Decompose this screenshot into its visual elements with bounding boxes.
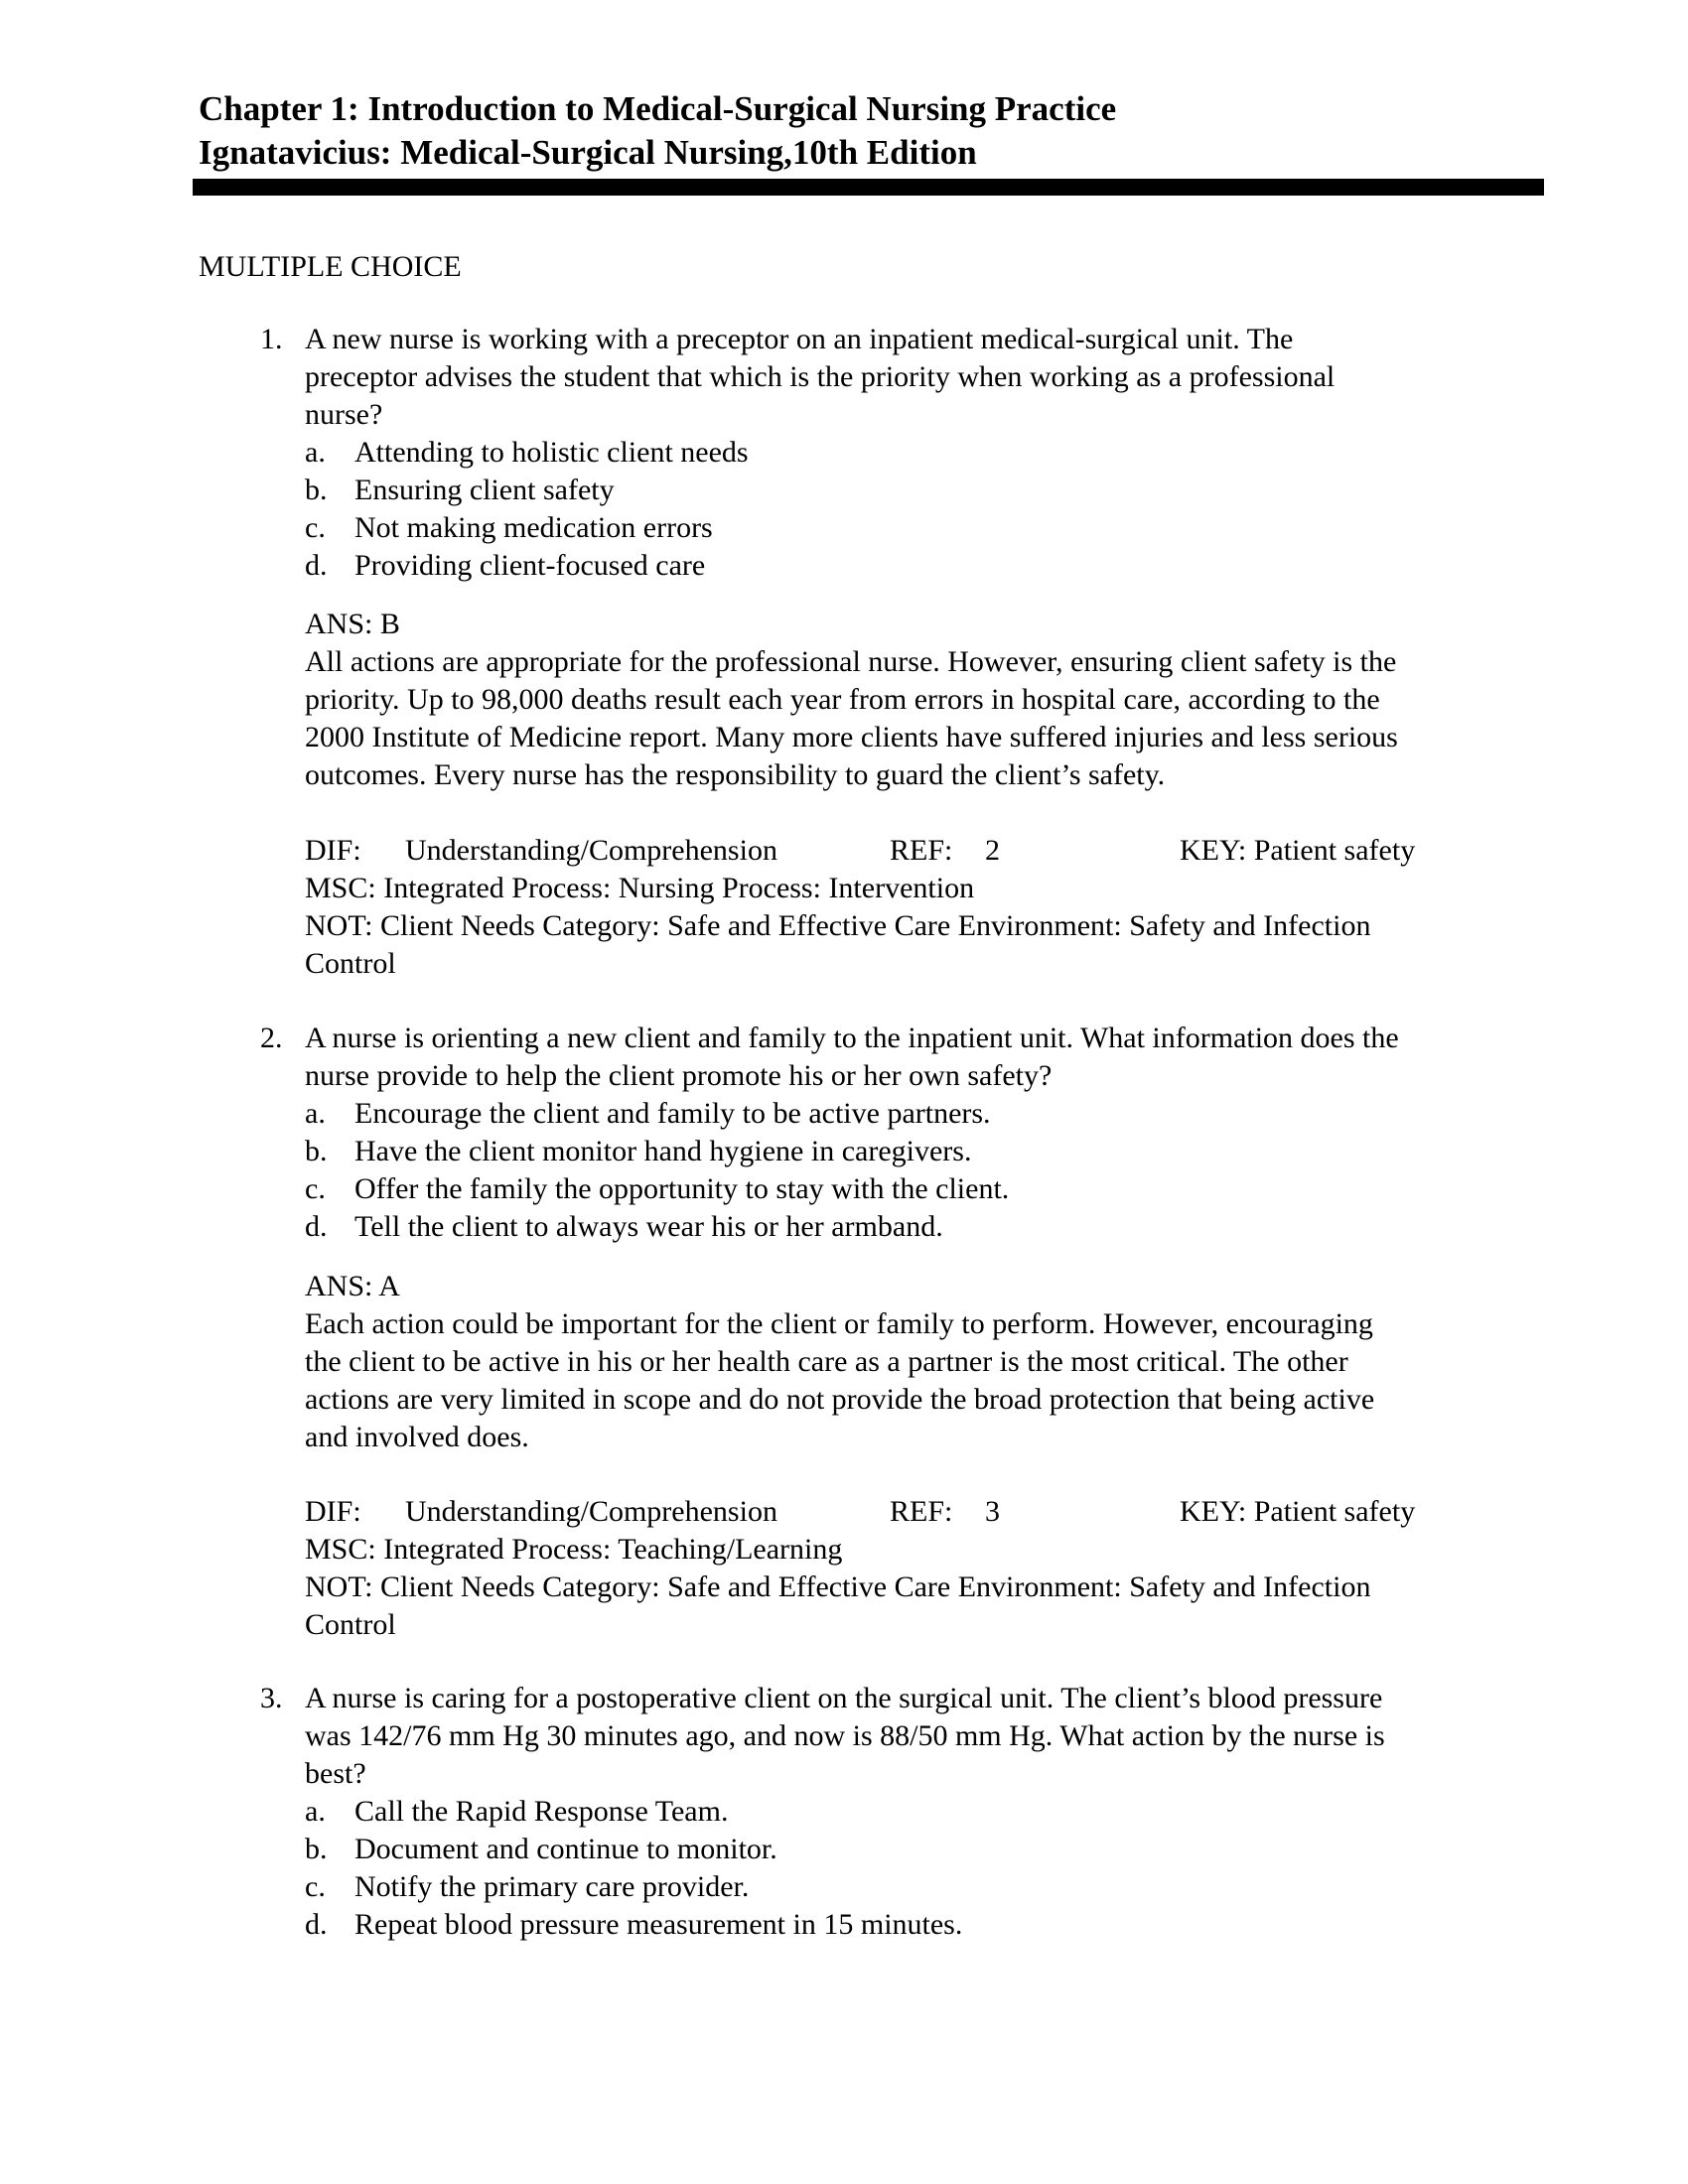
option-text: Attending to holistic client needs [354,436,749,469]
option-letter: c. [305,1870,326,1903]
header-rule [193,179,1544,196]
rationale-line: priority. Up to 98,000 deaths result each year from errors in hospital care, according to the [305,683,1380,716]
option-text: Have the client monitor hand hygiene in caregivers. [354,1135,972,1167]
option-letter: d. [305,1210,328,1243]
option-letter: a. [305,436,326,469]
question-stem-line: preceptor advises the student that which is the priority when working as a professional [305,360,1336,393]
option-text: Call the Rapid Response Team. [354,1795,729,1828]
dif-value: Understanding/Comprehension [405,834,777,867]
section-heading: MULTIPLE CHOICE [199,250,462,283]
option-text: Offer the family the opportunity to stay with the client. [354,1172,1010,1205]
option-letter: b. [305,1833,328,1865]
option-letter: d. [305,549,328,582]
chapter-title: Chapter 1: Introduction to Medical-Surgical Nursing Practice [199,89,1117,128]
not-line: Control [305,947,396,980]
book-title: Ignatavicius: Medical-Surgical Nursing,10th Edition [199,133,977,172]
question-stem-line: nurse? [305,398,383,431]
rationale-line: outcomes. Every nurse has the responsibility to guard the client’s safety. [305,758,1166,791]
rationale-line: 2000 Institute of Medicine report. Many more clients have suffered injuries and less serious [305,721,1398,753]
question-stem-line: best? [305,1757,366,1790]
rationale-line: and involved does. [305,1421,529,1453]
option-letter: b. [305,1135,328,1167]
ref-value: 3 [985,1495,1000,1528]
option-text: Ensuring client safety [354,474,615,506]
rationale-line: All actions are appropriate for the professional nurse. However, ensuring client safety is the [305,645,1397,678]
question-stem-line: nurse provide to help the client promote his or her own safety? [305,1059,1053,1092]
question-number: 3. [260,1682,283,1714]
question-number: 2. [260,1022,283,1054]
msc-line: MSC: Integrated Process: Teaching/Learning [305,1533,843,1566]
option-text: Tell the client to always wear his or her armband. [354,1210,943,1243]
rationale-line: the client to be active in his or her health care as a partner is the most critical. The other [305,1345,1348,1378]
ref-label: REF: [890,834,953,867]
option-text: Not making medication errors [354,511,713,544]
answer-key: ANS: B [305,608,400,640]
key-topic: KEY: Patient safety [1180,834,1416,867]
answer-key: ANS: A [305,1270,400,1302]
dif-label: DIF: [305,834,361,867]
option-text: Document and continue to monitor. [354,1833,777,1865]
option-text: Providing client-focused care [354,549,706,582]
not-line: Control [305,1608,396,1641]
ref-label: REF: [890,1495,953,1528]
option-letter: d. [305,1908,328,1941]
option-letter: a. [305,1795,326,1828]
not-line: NOT: Client Needs Category: Safe and Effective Care Environment: Safety and Infection [305,1570,1371,1603]
option-text: Encourage the client and family to be active partners. [354,1097,991,1130]
dif-label: DIF: [305,1495,361,1528]
question-stem-line: was 142/76 mm Hg 30 minutes ago, and now is 88/50 mm Hg. What action by the nurse is [305,1719,1385,1752]
question-stem-line: A new nurse is working with a preceptor on an inpatient medical-surgical unit. The [305,323,1294,355]
not-line: NOT: Client Needs Category: Safe and Effective Care Environment: Safety and Infection [305,909,1371,942]
key-topic: KEY: Patient safety [1180,1495,1416,1528]
msc-line: MSC: Integrated Process: Nursing Process: Intervention [305,872,975,904]
option-text: Repeat blood pressure measurement in 15 minutes. [354,1908,963,1941]
dif-value: Understanding/Comprehension [405,1495,777,1528]
option-letter: c. [305,1172,326,1205]
rationale-line: actions are very limited in scope and do not provide the broad protection that being active [305,1383,1375,1416]
ref-value: 2 [985,834,1000,867]
rationale-line: Each action could be important for the client or family to perform. However, encouraging [305,1307,1373,1340]
question-number: 1. [260,323,283,355]
option-letter: b. [305,474,328,506]
option-letter: a. [305,1097,326,1130]
option-text: Notify the primary care provider. [354,1870,750,1903]
option-letter: c. [305,511,326,544]
question-stem-line: A nurse is caring for a postoperative client on the surgical unit. The client’s blood pressure [305,1682,1383,1714]
question-stem-line: A nurse is orienting a new client and family to the inpatient unit. What information does the [305,1022,1399,1054]
